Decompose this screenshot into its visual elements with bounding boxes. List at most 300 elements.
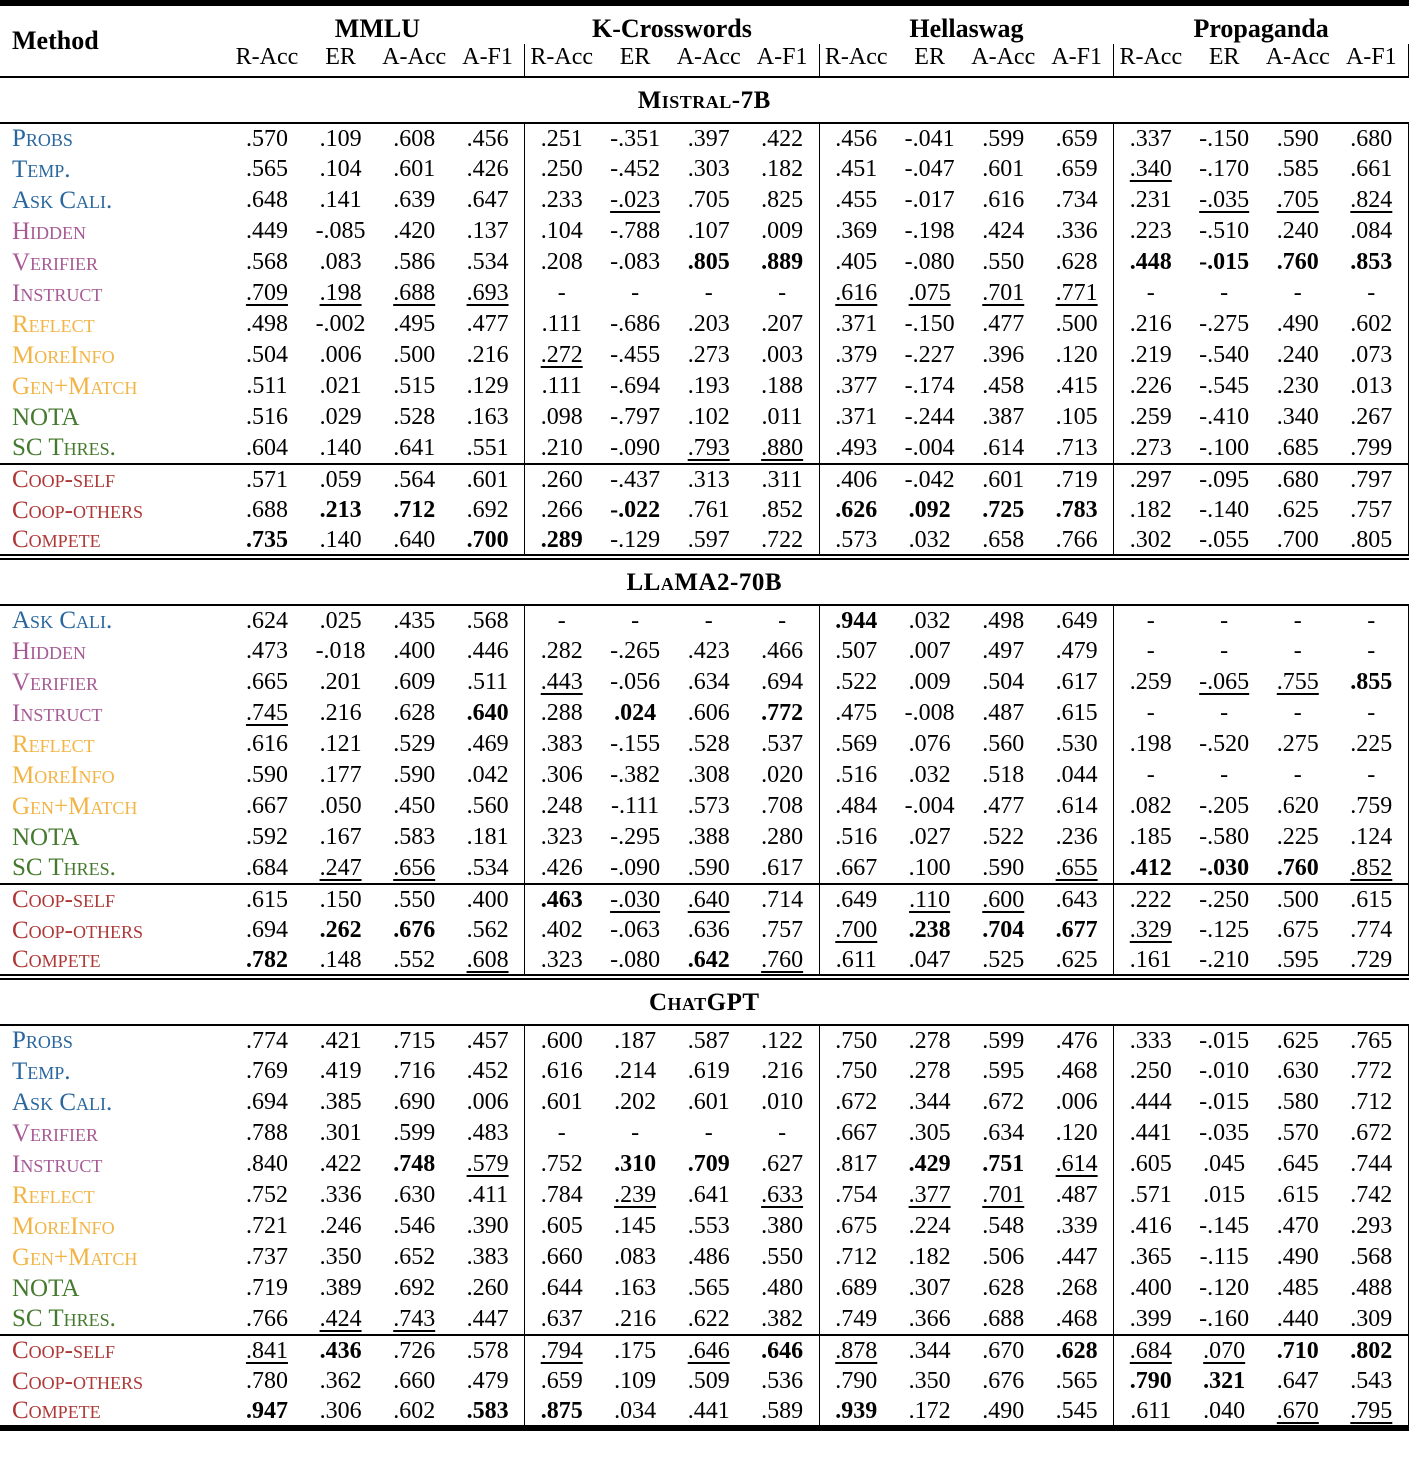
value-text: .272 xyxy=(540,342,583,368)
value-cell xyxy=(598,402,672,433)
empty-cell xyxy=(598,605,672,636)
value-text: .805 xyxy=(1350,526,1393,553)
value-text: .719 xyxy=(245,1275,288,1301)
value-cell xyxy=(1335,123,1409,154)
value-text: - xyxy=(778,1120,787,1146)
value-cell xyxy=(746,1242,820,1273)
value-cell xyxy=(1040,278,1114,309)
value-cell xyxy=(1261,1056,1335,1087)
value-text: .400 xyxy=(393,638,436,664)
value-cell xyxy=(893,915,967,946)
value-text: .748 xyxy=(393,1151,436,1177)
value-text: .793 xyxy=(687,434,730,461)
value-text: .339 xyxy=(1055,1213,1098,1239)
value-text: .223 xyxy=(1129,218,1172,244)
value-cell xyxy=(893,1056,967,1087)
method-label: Probs xyxy=(12,125,73,152)
value-cell xyxy=(1187,946,1261,977)
value-text: -.023 xyxy=(610,187,661,213)
method-label: Temp. xyxy=(12,1057,71,1085)
value-text: .104 xyxy=(319,156,362,182)
value-text: .589 xyxy=(761,1397,804,1424)
value-cell xyxy=(746,791,820,822)
value-cell xyxy=(598,1242,672,1273)
value-cell xyxy=(525,853,599,884)
value-text: .455 xyxy=(835,187,878,213)
value-cell xyxy=(451,822,525,853)
value-cell xyxy=(672,371,746,402)
value-cell xyxy=(525,822,599,853)
value-text: .528 xyxy=(687,731,730,757)
value-cell xyxy=(1187,1149,1261,1180)
value-cell xyxy=(966,698,1040,729)
value-text: .745 xyxy=(245,700,288,726)
value-text: .321 xyxy=(1203,1368,1246,1394)
value-cell xyxy=(819,1335,893,1366)
value-cell xyxy=(893,667,967,698)
value-cell xyxy=(819,884,893,915)
value-cell xyxy=(598,247,672,278)
value-text: .167 xyxy=(319,824,362,850)
value-text: .534 xyxy=(466,249,509,275)
value-text: .628 xyxy=(982,1275,1025,1301)
value-cell xyxy=(598,946,672,977)
value-text: .705 xyxy=(1276,187,1319,213)
value-text: .947 xyxy=(245,1397,288,1424)
value-cell xyxy=(230,636,304,667)
value-cell xyxy=(304,1056,378,1087)
value-text: -.115 xyxy=(1199,1244,1249,1270)
value-text: .617 xyxy=(1055,669,1098,695)
value-text: .600 xyxy=(540,1027,583,1054)
value-cell xyxy=(672,1335,746,1366)
empty-cell xyxy=(1114,605,1188,636)
table-row xyxy=(0,1056,1409,1087)
method-label: Coop-self xyxy=(12,886,116,913)
value-cell xyxy=(304,853,378,884)
value-text: .655 xyxy=(1055,854,1098,881)
value-text: .573 xyxy=(687,793,730,819)
method-label: Hidden xyxy=(12,217,87,245)
value-text: -.244 xyxy=(904,404,955,430)
value-text: .100 xyxy=(908,854,951,881)
value-cell xyxy=(230,526,304,557)
value-text: .624 xyxy=(245,607,288,634)
value-cell xyxy=(1040,216,1114,247)
value-text: .024 xyxy=(614,700,657,726)
value-text: .553 xyxy=(687,1213,730,1239)
value-cell xyxy=(525,667,599,698)
value-cell xyxy=(672,791,746,822)
value-text: -.410 xyxy=(1199,404,1250,430)
value-cell xyxy=(304,495,378,526)
value-cell xyxy=(377,495,451,526)
value-cell xyxy=(1114,495,1188,526)
method-label: Reflect xyxy=(12,310,95,338)
value-text: .488 xyxy=(1350,1275,1393,1301)
value-cell xyxy=(672,1087,746,1118)
value-cell xyxy=(1335,526,1409,557)
value-cell xyxy=(1114,247,1188,278)
value-text: .288 xyxy=(540,700,583,726)
value-text: .182 xyxy=(1129,497,1172,523)
value-text: .824 xyxy=(1350,187,1393,213)
value-text: .640 xyxy=(466,700,509,726)
method-label: Compete xyxy=(12,526,101,553)
value-text: .639 xyxy=(393,187,436,213)
value-cell xyxy=(966,185,1040,216)
value-text: .490 xyxy=(1276,311,1319,337)
value-cell xyxy=(525,1025,599,1056)
value-cell xyxy=(966,526,1040,557)
value-text: .712 xyxy=(835,1244,878,1270)
value-text: .805 xyxy=(687,249,730,275)
empty-cell xyxy=(598,1118,672,1149)
value-cell xyxy=(819,1397,893,1428)
value-text: .660 xyxy=(393,1368,436,1394)
value-text: .692 xyxy=(466,497,509,523)
value-cell xyxy=(746,154,820,185)
value-text: .534 xyxy=(466,854,509,881)
empty-cell xyxy=(1335,636,1409,667)
empty-cell xyxy=(1187,698,1261,729)
value-cell xyxy=(1187,822,1261,853)
value-text: .659 xyxy=(1055,156,1098,182)
value-text: .743 xyxy=(393,1305,436,1332)
value-cell xyxy=(893,154,967,185)
value-text: .203 xyxy=(687,311,730,337)
section-title: ChatGPT xyxy=(648,989,760,1016)
value-cell xyxy=(451,1118,525,1149)
value-text: - xyxy=(1146,607,1155,634)
value-cell xyxy=(377,1397,451,1428)
value-text: .550 xyxy=(982,249,1025,275)
value-text: .615 xyxy=(1350,886,1393,913)
value-text: .456 xyxy=(835,125,878,152)
value-cell xyxy=(1335,402,1409,433)
value-cell xyxy=(819,495,893,526)
method-label: Probs xyxy=(12,1027,73,1054)
value-cell xyxy=(304,698,378,729)
value-cell xyxy=(230,1335,304,1366)
value-text: -.065 xyxy=(1199,669,1250,695)
value-text: .769 xyxy=(245,1058,288,1084)
value-text: -.056 xyxy=(610,669,661,695)
value-cell xyxy=(966,667,1040,698)
value-text: -.170 xyxy=(1199,156,1250,182)
value-text: -.155 xyxy=(610,731,661,757)
value-text: .259 xyxy=(1129,669,1172,695)
value-cell xyxy=(672,636,746,667)
value-cell xyxy=(1040,433,1114,464)
value-text: .092 xyxy=(908,497,951,523)
value-cell xyxy=(525,1149,599,1180)
value-text: .313 xyxy=(687,466,730,493)
value-text: - xyxy=(1220,700,1229,726)
value-cell xyxy=(598,698,672,729)
value-cell xyxy=(1261,1273,1335,1304)
value-cell xyxy=(893,123,967,154)
value-cell xyxy=(893,216,967,247)
value-text: .219 xyxy=(1129,342,1172,368)
value-cell xyxy=(819,1366,893,1397)
value-text: .644 xyxy=(540,1275,583,1301)
value-cell xyxy=(966,1118,1040,1149)
value-text: .601 xyxy=(982,466,1025,493)
value-text: .266 xyxy=(540,497,583,523)
value-text: .120 xyxy=(1055,342,1098,368)
value-text: .400 xyxy=(466,886,509,913)
value-text: .604 xyxy=(245,434,288,461)
value-text: - xyxy=(1220,280,1229,306)
value-text: .511 xyxy=(246,373,288,399)
value-cell xyxy=(672,946,746,977)
value-cell xyxy=(451,1211,525,1242)
value-cell xyxy=(451,1087,525,1118)
method-label: SC Thres. xyxy=(12,854,116,881)
value-cell xyxy=(1040,1149,1114,1180)
value-text: -.545 xyxy=(1199,373,1250,399)
value-text: .308 xyxy=(687,762,730,788)
value-cell xyxy=(525,760,599,791)
value-text: .649 xyxy=(1055,607,1098,634)
value-cell xyxy=(1114,791,1188,822)
value-text: .590 xyxy=(1276,125,1319,152)
value-cell xyxy=(304,1149,378,1180)
value-cell xyxy=(451,1149,525,1180)
value-text: - xyxy=(557,607,566,634)
value-cell xyxy=(451,495,525,526)
value-cell xyxy=(598,371,672,402)
value-cell xyxy=(893,309,967,340)
value-cell xyxy=(1335,853,1409,884)
value-text: .599 xyxy=(393,1120,436,1146)
table-row xyxy=(0,1397,1409,1428)
value-text: -.145 xyxy=(1199,1213,1250,1239)
value-cell xyxy=(746,371,820,402)
value-text: .670 xyxy=(1276,1397,1319,1424)
value-text: .675 xyxy=(1276,917,1319,943)
value-text: .626 xyxy=(835,497,878,523)
value-cell xyxy=(1114,667,1188,698)
value-text: .470 xyxy=(1276,1213,1319,1239)
value-cell xyxy=(1040,495,1114,526)
value-cell xyxy=(1335,216,1409,247)
value-text: .585 xyxy=(1276,156,1319,182)
value-cell xyxy=(746,309,820,340)
value-text: - xyxy=(1220,638,1229,664)
empty-cell xyxy=(525,605,599,636)
value-text: .161 xyxy=(1129,946,1172,973)
value-cell xyxy=(1335,1366,1409,1397)
value-cell xyxy=(598,433,672,464)
table-row xyxy=(0,791,1409,822)
value-text: .757 xyxy=(761,917,804,943)
value-text: .640 xyxy=(393,526,436,553)
value-text: .587 xyxy=(687,1027,730,1054)
value-cell xyxy=(966,1087,1040,1118)
value-cell xyxy=(746,884,820,915)
value-text: .181 xyxy=(466,824,509,850)
value-text: .601 xyxy=(687,1089,730,1115)
value-text: .446 xyxy=(466,638,509,664)
method-label: Ask Cali. xyxy=(12,1088,113,1116)
empty-cell xyxy=(1114,698,1188,729)
value-text: .797 xyxy=(1350,466,1393,493)
value-text: - xyxy=(1367,638,1376,664)
value-cell xyxy=(451,1273,525,1304)
value-cell xyxy=(966,1180,1040,1211)
value-cell xyxy=(1040,760,1114,791)
value-text: .719 xyxy=(1055,466,1098,493)
section-title: Mistral-7B xyxy=(637,87,771,114)
value-cell xyxy=(1040,1366,1114,1397)
value-text: .379 xyxy=(835,342,878,368)
value-text: .443 xyxy=(540,669,583,695)
value-cell xyxy=(230,340,304,371)
value-text: .260 xyxy=(540,466,583,493)
value-text: .009 xyxy=(761,218,804,244)
value-text: .790 xyxy=(1129,1368,1172,1394)
value-text: .580 xyxy=(1276,1089,1319,1115)
value-cell xyxy=(1040,729,1114,760)
value-text: .305 xyxy=(908,1120,951,1146)
value-cell xyxy=(304,1273,378,1304)
value-text: .273 xyxy=(687,342,730,368)
value-cell xyxy=(672,1397,746,1428)
table-row xyxy=(0,822,1409,853)
value-text: .275 xyxy=(1276,731,1319,757)
value-text: .680 xyxy=(1276,466,1319,493)
value-text: .608 xyxy=(466,946,509,973)
value-text: -.797 xyxy=(610,404,661,430)
table-row xyxy=(0,278,1409,309)
value-cell xyxy=(1261,154,1335,185)
value-text: .412 xyxy=(1129,854,1172,881)
metric-header: ER xyxy=(619,44,651,70)
value-text: .799 xyxy=(1350,434,1393,461)
value-text: .182 xyxy=(761,156,804,182)
value-cell xyxy=(451,791,525,822)
value-text: .250 xyxy=(1129,1058,1172,1084)
value-cell xyxy=(893,371,967,402)
value-cell xyxy=(966,791,1040,822)
value-text: - xyxy=(1367,700,1376,726)
value-cell xyxy=(966,760,1040,791)
value-cell xyxy=(1114,1242,1188,1273)
value-cell xyxy=(377,1304,451,1335)
value-text: .611 xyxy=(1130,1397,1172,1424)
value-cell xyxy=(525,464,599,495)
value-cell xyxy=(672,340,746,371)
value-cell xyxy=(1261,1242,1335,1273)
value-cell xyxy=(304,1118,378,1149)
value-text: -.010 xyxy=(1199,1058,1250,1084)
value-text: .259 xyxy=(1129,404,1172,430)
value-text: .251 xyxy=(540,125,583,152)
value-cell xyxy=(966,123,1040,154)
value-text: -.002 xyxy=(315,311,366,337)
value-text: .794 xyxy=(540,1337,583,1364)
value-cell xyxy=(1261,791,1335,822)
value-text: .759 xyxy=(1350,793,1393,819)
table-row xyxy=(0,495,1409,526)
value-cell xyxy=(672,1180,746,1211)
value-text: .042 xyxy=(466,762,509,788)
value-text: .737 xyxy=(245,1244,288,1270)
value-text: .424 xyxy=(319,1305,362,1332)
value-cell xyxy=(598,1149,672,1180)
value-cell xyxy=(1335,1304,1409,1335)
value-text: .571 xyxy=(1129,1182,1172,1208)
table-row xyxy=(0,185,1409,216)
section-title-row xyxy=(0,557,1409,605)
value-cell xyxy=(1261,853,1335,884)
value-cell xyxy=(451,371,525,402)
value-cell xyxy=(525,1366,599,1397)
value-text: .034 xyxy=(614,1397,657,1424)
table-row xyxy=(0,884,1409,915)
value-text: .568 xyxy=(466,607,509,634)
value-text: - xyxy=(1293,700,1302,726)
value-cell xyxy=(1261,1304,1335,1335)
value-cell xyxy=(451,698,525,729)
value-cell xyxy=(230,371,304,402)
value-text: .710 xyxy=(1276,1337,1319,1364)
value-text: .006 xyxy=(466,1089,509,1115)
value-text: .020 xyxy=(761,762,804,788)
method-label: NOTA xyxy=(12,1274,80,1302)
value-cell xyxy=(1187,853,1261,884)
value-text: .774 xyxy=(1350,917,1393,943)
value-text: .021 xyxy=(319,373,362,399)
value-cell xyxy=(1187,340,1261,371)
value-cell xyxy=(1040,946,1114,977)
value-cell xyxy=(377,605,451,636)
value-cell xyxy=(1335,1025,1409,1056)
value-cell xyxy=(1114,1180,1188,1211)
value-cell xyxy=(598,1397,672,1428)
value-cell xyxy=(304,154,378,185)
value-text: -.265 xyxy=(610,638,661,664)
value-text: .704 xyxy=(982,917,1025,943)
value-text: .107 xyxy=(687,218,730,244)
empty-cell xyxy=(1335,760,1409,791)
value-text: -.351 xyxy=(610,125,661,152)
value-cell xyxy=(966,278,1040,309)
value-text: .350 xyxy=(319,1244,362,1270)
value-text: .075 xyxy=(908,280,951,306)
value-text: .387 xyxy=(982,404,1025,430)
value-text: -.017 xyxy=(904,187,955,213)
value-text: .729 xyxy=(1350,946,1393,973)
value-text: .365 xyxy=(1129,1244,1172,1270)
value-cell xyxy=(304,185,378,216)
value-text: .013 xyxy=(1350,373,1393,399)
value-text: .571 xyxy=(245,466,288,493)
value-text: .841 xyxy=(245,1337,288,1364)
value-text: -.080 xyxy=(904,249,955,275)
method-label: MoreInfo xyxy=(12,1212,115,1240)
value-cell xyxy=(1040,1180,1114,1211)
value-text: .120 xyxy=(1055,1120,1098,1146)
value-text: .484 xyxy=(835,793,878,819)
value-text: .568 xyxy=(1350,1244,1393,1270)
value-cell xyxy=(1335,667,1409,698)
value-cell xyxy=(1335,185,1409,216)
value-cell xyxy=(893,402,967,433)
value-cell xyxy=(304,526,378,557)
